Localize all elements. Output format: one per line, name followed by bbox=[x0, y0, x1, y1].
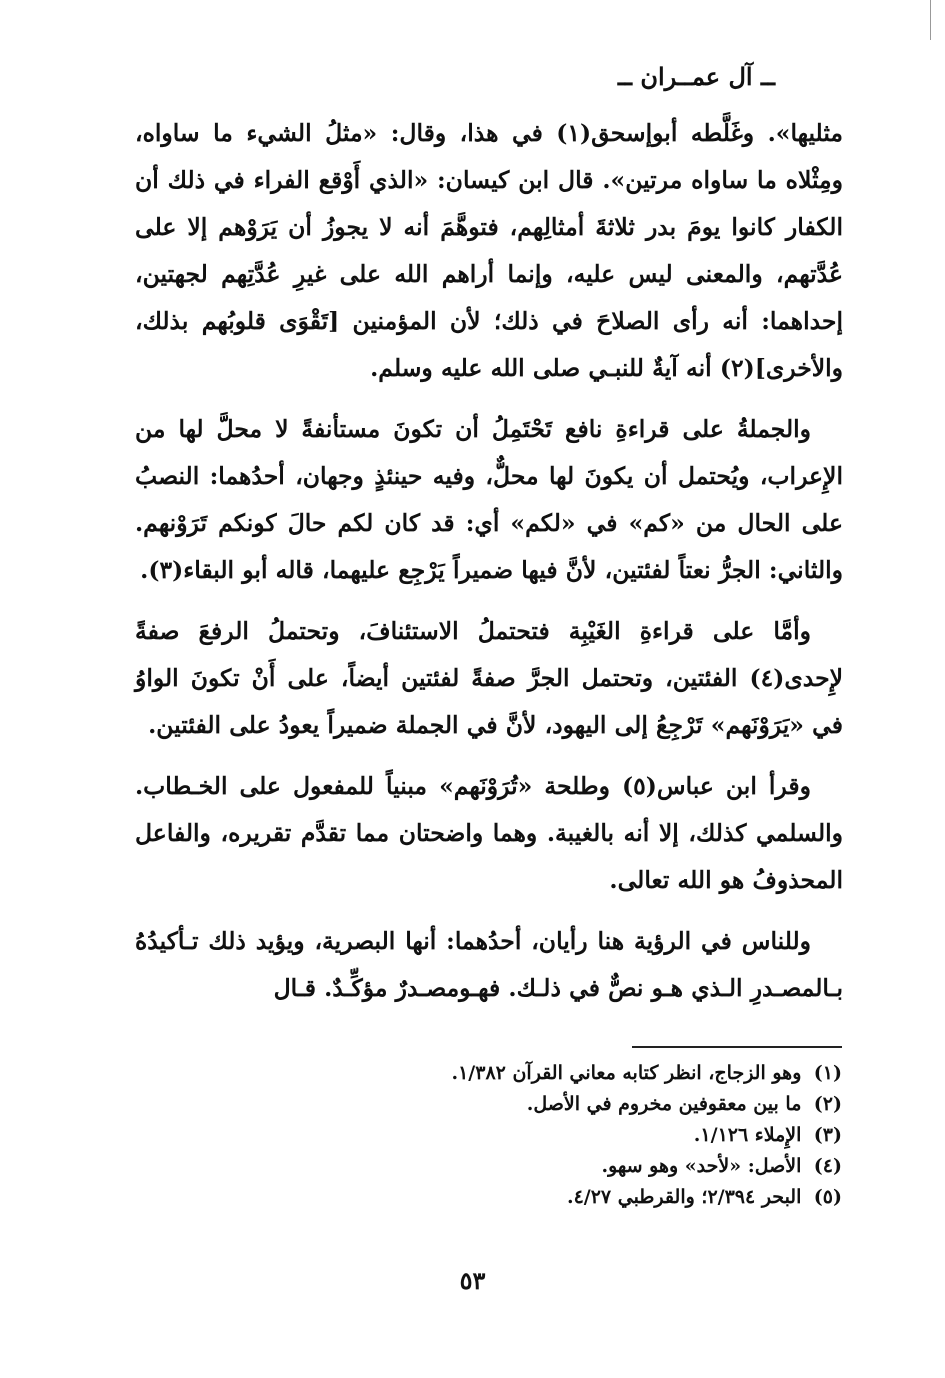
paragraph-5: وللناس في الرؤية هنا رأيان، أحدُهما: أنها البصرية، ويؤيد ذلك تـأكيدُهُ بـالمصـدرِ الـذي هـو نصٌّ في ذلـك. فهـومصـدرٌ مؤكِّـدٌ. قـال bbox=[135, 927, 843, 1002]
paragraph-4: وقرأ ابن عباس(٥) وطلحة «تُرَوْنَهم» مبنياً للمفعول على الخـطاب. والسلمي كذلك، إلا أنه بالغيبة. وهما واضحتان مما تقدَّم تقريره، والفاعل المحذوفُ هو الله تعالى. bbox=[135, 772, 843, 894]
footnote-number: (٤) bbox=[813, 1155, 842, 1177]
footnote-number: (٢) bbox=[813, 1093, 842, 1115]
running-title: ــ آل عمــران ــ bbox=[617, 62, 775, 91]
paragraph-2: والجملةُ على قراءةِ نافع تَحْتَمِلُ أن تكونَ مستأنفةً لا محلَّ لها من الإِعراب، ويُحتمل أن يكونَ لها محلٌّ، وفيه حينئذٍ وجهان، أحدُهما: النصبُ على الحال من «كم» في «لكم» أي: قد كان لكم حالَ كونكم تَرَوْنهم. والثاني: الجرُّ نعتاً لفئتين، لأنَّ فيها ضميراً يَرْجِع عليهما، قاله أبو البقاء(٣). bbox=[135, 415, 843, 584]
footnote-item bbox=[282, 1120, 842, 1151]
page-number: ٥٣ bbox=[459, 1266, 486, 1295]
footnote-number: (١) bbox=[813, 1062, 842, 1084]
footnote-divider bbox=[632, 1046, 842, 1048]
footnote-item bbox=[282, 1151, 842, 1182]
footnote-item bbox=[282, 1089, 842, 1120]
footnotes-list bbox=[282, 1058, 842, 1213]
footnote-item bbox=[282, 1058, 842, 1089]
footnote-text: الأصل: «لأحد» وهو سهو. bbox=[601, 1155, 802, 1177]
footnote-number: (٥) bbox=[813, 1186, 842, 1208]
footnote-text: البحر ٢/٣٩٤؛ والقرطبي ٤/٢٧. bbox=[566, 1186, 802, 1208]
paragraph-1: مثليها». وغَلَّطه أبوإسحق(١) في هذا، وقال: «مثلُ الشيء ما ساواه، ومِثْلاه ما ساواه مرتين». قال ابن كيسان: «الذي أَوْقع الفراء في ذلك أن الكفار كانوا يومَ بدر ثلاثةَ أمثالِهم، فتوهَّمَ أنه لا يجوزُ أن يَرَوْهم إلا على عُدَّتهم، والمعنى ليس عليه، وإنما أراهم الله على غيرِ عُدَّتِهم لجهتين، إحداهما: أنه رأى الصلاحَ في ذلك؛ لأن المؤمنين [تَقْوَى قلوبُهم بذلك، والأخرى](٢) أنه آيةٌ للنبـي صلى الله عليه وسلم. bbox=[135, 119, 843, 382]
footnote-number: (٣) bbox=[813, 1124, 842, 1146]
footnote-item bbox=[282, 1182, 842, 1213]
paragraph-3: وأمَّا على قراءةِ الغَيْبِة فتحتملُ الاستئنافَ، وتحتملُ الرفعَ صفةً لإِحدى(٤) الفئتين، وتحتمل الجرَّ صفةً لفئتين أيضاً، على أَنْ تكونَ الواوُ في «يَرَوْنَهم» تَرْجِعُ إلى اليهود، لأنَّ في الجملة ضميراً يعودُ على الفئتين. bbox=[135, 617, 843, 739]
footnote-text: وهو الزجاج، انظر كتابه معاني القرآن ١/٣٨٢. bbox=[451, 1062, 802, 1084]
footnote-text: الإِملاء ١/١٢٦. bbox=[693, 1124, 802, 1146]
scan-edge-mark bbox=[930, 0, 931, 40]
footnote-text: ما بين معقوفين مخروم في الأصل. bbox=[526, 1093, 802, 1115]
main-text bbox=[135, 110, 843, 1026]
